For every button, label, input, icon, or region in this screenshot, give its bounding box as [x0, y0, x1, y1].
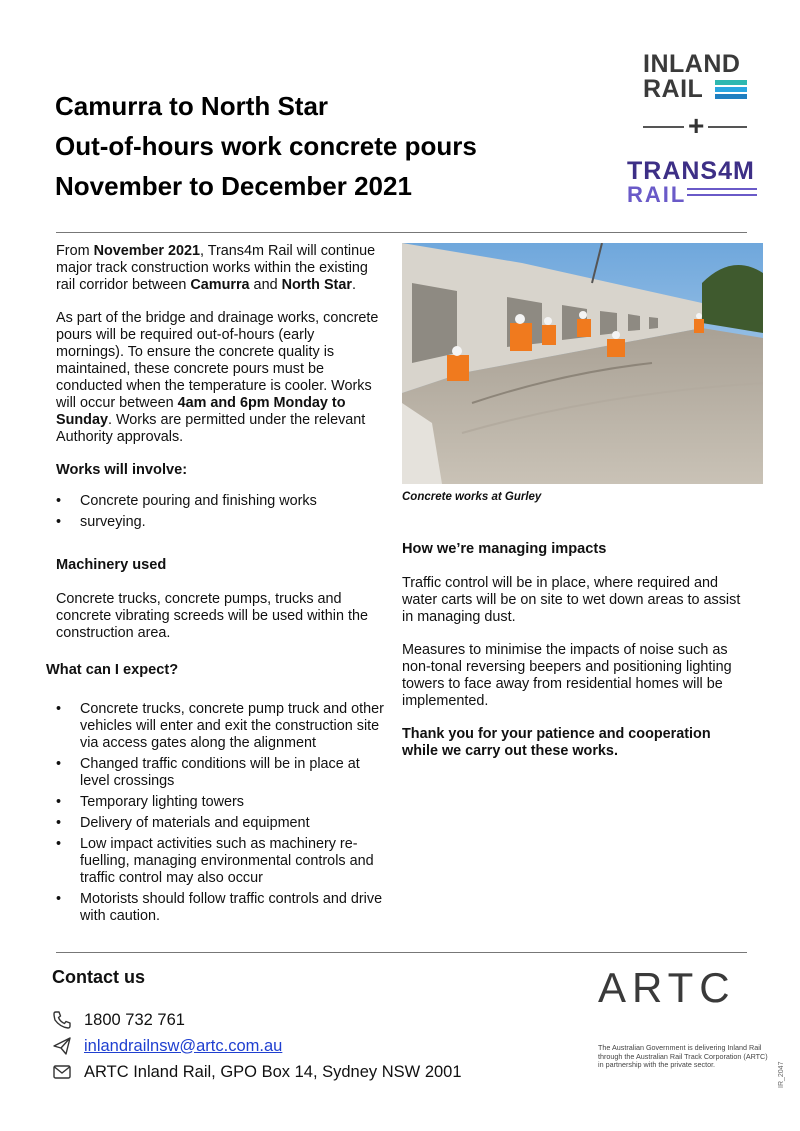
- phone-icon: [52, 1010, 72, 1030]
- contact-email-row: [52, 1036, 282, 1056]
- document-reference: IR_2047: [778, 1061, 785, 1088]
- intro-paragraph-2: As part of the bridge and drainage works, concrete pours will be required out-of-hours (early mornings). To ensure the concrete quality is maintained, these concrete pours must be conducted when the temperature is cooler. Works will occur between 4am and 6pm Monday to Sunday. Works are permitted under the relevant Authority approvals.: [56, 310, 379, 445]
- impacts-paragraph-2: Measures to minimise the impacts of noise such as non-tonal reversing beepers and positioning lighting towers to face away from residential homes will be implemented.: [402, 642, 732, 709]
- trans4m-logo-word-1: TRANS4M: [627, 157, 755, 185]
- page-title: [55, 86, 477, 206]
- thanks-text: Thank you for your patience and cooperation while we carry out these works.: [402, 726, 711, 759]
- left-column: [46, 243, 386, 929]
- photo-caption: Concrete works at Gurley: [402, 491, 542, 503]
- artc-logo: [598, 965, 748, 1011]
- title-line-2: Out-of-hours work concrete pours: [55, 131, 477, 161]
- inland-rail-logo: [643, 52, 747, 102]
- machinery-text: Concrete trucks, concrete pumps, trucks and concrete vibrating screeds will be used within the construction area.: [56, 591, 368, 641]
- trans4m-logo-lines: [687, 188, 757, 200]
- intro-paragraph-1: From November 2021, Trans4m Rail will continue major track construction works within the existing rail corridor between Camurra and North Star.: [56, 243, 376, 293]
- machinery-heading: Machinery used: [56, 557, 167, 573]
- inland-rail-logo-word-2: RAIL: [643, 75, 704, 103]
- contact-heading: Contact us: [52, 967, 146, 987]
- title-line-3: November to December 2021: [55, 171, 412, 201]
- artc-logo-word: ARTC: [598, 964, 736, 1011]
- logo-plus: +: [684, 111, 708, 141]
- works-list: [56, 493, 386, 531]
- impacts-paragraph-1: Traffic control will be in place, where required and water carts will be on site to wet down areas to assist in managing dust.: [402, 575, 741, 625]
- expect-heading: What can I expect?: [46, 662, 179, 678]
- expect-list: [56, 701, 386, 925]
- list-item: • surveying.: [56, 514, 386, 531]
- inland-rail-logo-word-1: INLAND: [643, 50, 741, 78]
- impacts-heading: How we’re managing impacts: [402, 541, 607, 557]
- list-item: • Concrete trucks, concrete pump truck and other vehicles will enter and exit the construction site via access gates along the alignment: [56, 701, 386, 752]
- list-item: • Delivery of materials and equipment: [56, 815, 386, 832]
- inland-rail-logo-bars: [715, 80, 747, 101]
- works-heading: Works will involve:: [56, 462, 188, 478]
- right-column: [402, 541, 747, 776]
- contact-email-link[interactable]: inlandrailnsw@artc.com.au: [84, 1036, 283, 1055]
- trans4m-rail-logo: [627, 158, 757, 206]
- header-divider: [56, 232, 747, 233]
- contact-phone[interactable]: 1800 732 761: [84, 1010, 185, 1029]
- contact-address: ARTC Inland Rail, GPO Box 14, Sydney NSW 2001: [84, 1062, 462, 1081]
- list-item: • Motorists should follow traffic controls and drive with caution.: [56, 891, 386, 925]
- title-line-1: Camurra to North Star: [55, 91, 329, 121]
- footer-divider: [56, 952, 747, 953]
- list-item: • Changed traffic conditions will be in place at level crossings: [56, 756, 386, 790]
- contact-phone-row: [52, 1010, 185, 1030]
- send-icon: [52, 1036, 72, 1056]
- mail-icon: [52, 1062, 72, 1082]
- site-photo: [402, 243, 763, 484]
- list-item: • Concrete pouring and finishing works: [56, 493, 386, 510]
- artc-disclaimer: The Australian Government is delivering Inland Rail through the Australian Rail Track Corporation (ARTC) in partnership with the private sector.: [598, 1043, 768, 1069]
- list-item: • Low impact activities such as machinery re-fuelling, managing environmental controls and traffic control may also occur: [56, 836, 386, 887]
- contact-address-row: [52, 1062, 462, 1082]
- list-item: • Temporary lighting towers: [56, 794, 386, 811]
- trans4m-logo-word-2: RAIL: [627, 182, 687, 207]
